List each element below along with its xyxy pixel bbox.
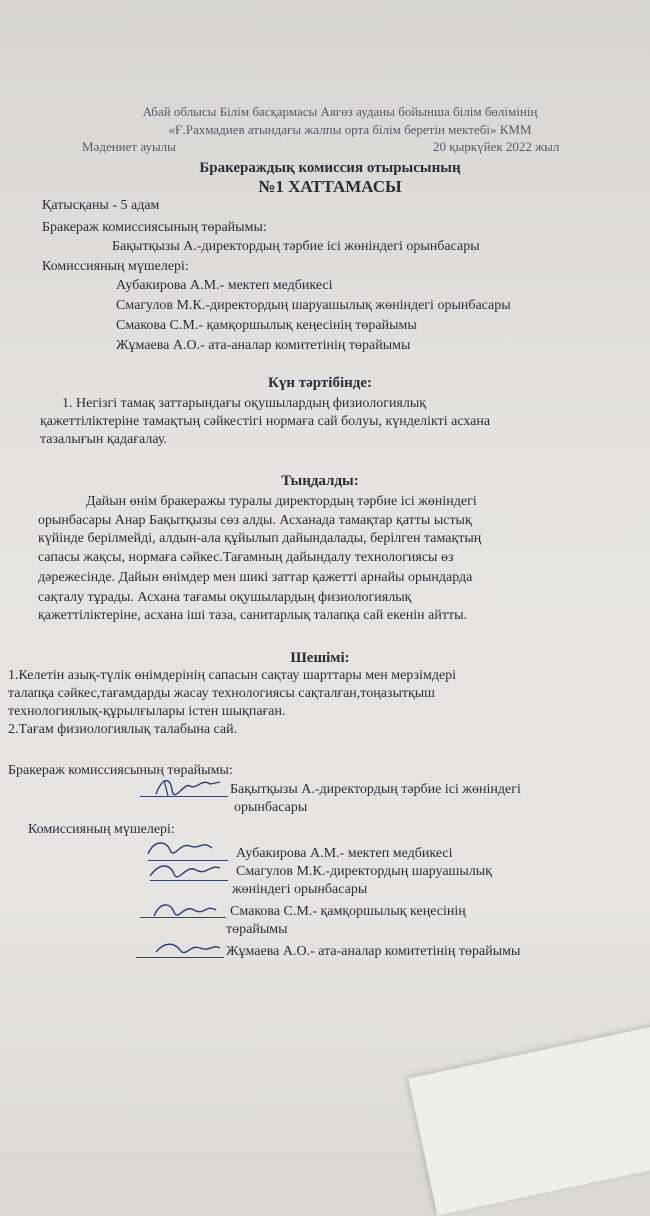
heard-line-7: қажеттіліктеріне, асхана іші таза, санитарлық талапқа сай екенін айтты. [38,608,467,623]
member-3: Смакова С.М.- қамқоршылық кеңесінің төрайымы [116,318,417,333]
agenda-line-1: 1. Негізгі тамақ заттарындағы оқушылардың физиологиялық [62,396,427,411]
decision-line-3: технологиялық-құрылғылары істен шықпаған. [8,704,286,719]
heard-line-2: орынбасары Анар Бақытқызы сөз алды. Асханада тамақтар қатты ыстық [38,513,472,528]
attendance: Қатысқаны - 5 адам [42,198,160,213]
title-line-1: Бракераждық комиссия отырысының [199,160,461,176]
decision-line-2: талапқа сәйкес,тағамдарды жасау технологиясы сақталған,тоңазытқыш [8,686,435,701]
signature-chair [150,772,230,802]
sign-chair-label: Бракераж комиссиясының төрайымы: [8,763,233,778]
sign-member-3-line-1: Смакова С.М.- қамқоршылық кеңесінің [230,904,466,919]
sign-chair-line-2: орынбасары [234,800,308,815]
heard-line-3: күйінде берілмейді, алдын-ала құйылып дайындалады, берілген тамақтың [38,531,482,546]
signature-member-3 [148,896,228,926]
signature-line-chair [140,796,228,797]
sign-member-2-line-2: жөніндегі орынбасары [232,882,368,897]
sign-chair-line-1: Бақытқызы А.-директордың тәрбие ісі жөніндегі [230,782,521,797]
heard-line-4: сапасы жақсы, нормаға сәйкес.Тағамның дайындалу технологиясы өз [38,550,454,565]
agenda-line-3: тазалығын қадағалау. [40,432,167,447]
signature-line-m3 [140,917,226,918]
header-line-2: «Ғ.Рахмадиев атындағы жалпы орта білім беретін мектебі» КММ [168,122,532,137]
sign-member-4: Жұмаева А.О.- ата-аналар комитетінің төрайымы [226,944,521,959]
sign-member-3-line-2: төрайымы [226,922,288,937]
signature-line-m1 [148,860,228,861]
header-line-1: Абай облысы Білім басқармасы Аягөз ауданы бойынша білім бөлімінің [142,104,538,119]
agenda-line-2: қажеттіліктеріне тамақтың сәйкестігі нормаға сай болуы, күнделікті асхана [40,414,491,429]
member-1: Аубакирова А.М.- мектеп медбикесі [116,278,333,293]
signature-member-4 [150,936,226,962]
heard-heading: Тыңдалды: [281,473,359,489]
chair-name: Бақытқызы А.-директордың тәрбие ісі жөніндегі орынбасары [112,239,480,254]
member-4: Жұмаева А.О.- ата-аналар комитетінің төрайымы [116,338,411,353]
signature-line-m4 [136,957,224,958]
sign-member-1: Аубакирова А.М.- мектеп медбикесі [236,846,453,861]
sign-members-label: Комиссияның мүшелері: [28,822,175,837]
member-2: Смагулов М.К.-директордың шаруашылық жөніндегі орынбасары [116,298,511,313]
heard-line-1: Дайын өнім бракеражы туралы директордың тәрбие ісі жөніндегі [86,494,477,509]
heard-line-5: дәрежесінде. Дайын өнімдер мен шикі заттар қажетті арнайы орындарда [38,570,473,585]
header-date: 20 қыркүйек 2022 жыл [433,139,560,154]
signature-line-m2 [150,880,228,881]
chair-label: Бракераж комиссиясының төрайымы: [42,220,267,235]
decision-heading: Шешімі: [290,650,350,666]
header-village: Мәдениет ауылы [82,139,176,154]
sign-member-2-line-1: Смагулов М.К.-директордың шаруашылық [236,864,492,879]
decision-line-1: 1.Келетін азық-түлік өнімдерінің сапасын сақтау шарттары мен мерзімдері [8,668,457,683]
paper-fold [408,1025,650,1216]
title-line-2: №1 ХАТТАМАСЫ [258,177,402,196]
signature-members-1-2 [140,836,230,886]
heard-line-6: сақталу тұрады. Асхана тағамы оқушылардың физиологиялық [38,590,412,605]
decision-line-4: 2.Тағам физиологиялық талабына сай. [8,722,238,737]
agenda-heading: Күн тәртібінде: [267,375,373,391]
members-label: Комиссияның мүшелері: [42,259,189,274]
